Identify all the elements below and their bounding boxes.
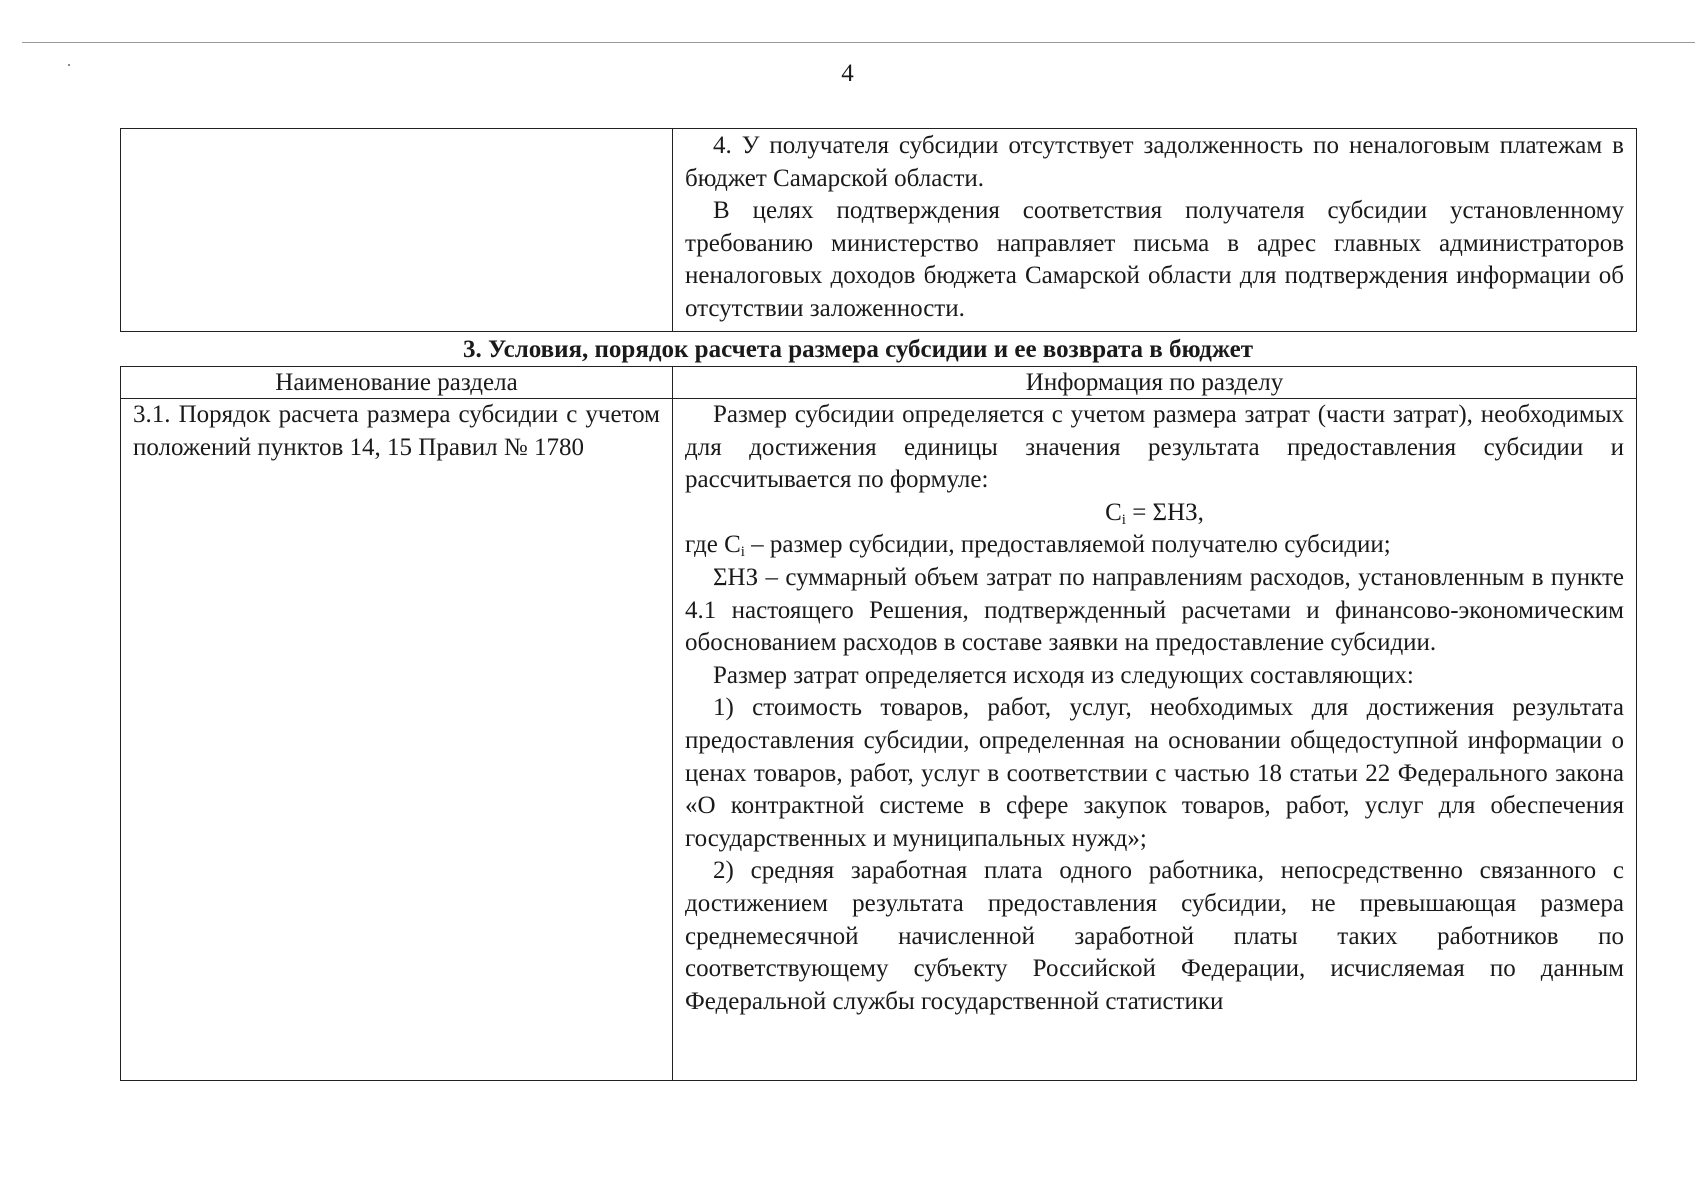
sum-definition: ΣНЗ – суммарный объем затрат по направлениям расходов, установленным в пункте 4.1 настоящего Решения, подтвержденный расчетами и финансово-экономическим обоснованием расходов в составе заявки на предоставление субсидии.	[685, 563, 1624, 657]
components-intro: Размер затрат определяется исходя из следующих составляющих:	[713, 661, 1414, 689]
section-name-cell	[121, 399, 673, 1081]
formula-subscript: i	[1121, 511, 1126, 528]
top-rule	[22, 42, 1695, 43]
section-name-text: 3.1. Порядок расчета размера субсидии с учетом положений пунктов 14, 15 Правил № 1780	[133, 401, 660, 461]
paragraph-verification: В целях подтверждения соответствия получателя субсидии установленному требованию министерство направляет письма в адрес главных администраторов неналоговых доходов бюджета Самарской области для подтверждения информации об отсутствии заложенности.	[685, 197, 1624, 322]
formula-symbol: C	[1105, 498, 1122, 526]
formula	[685, 497, 1624, 530]
header-row	[121, 367, 1637, 399]
page-number: 4	[841, 60, 854, 87]
section-title: 3. Условия, порядок расчета размера субсидии и ее возврата в бюджет	[462, 336, 1254, 363]
continuation-cell	[673, 129, 1637, 332]
table-row	[121, 399, 1637, 1081]
where-prefix: где C	[685, 531, 741, 559]
continuation-table	[120, 128, 1637, 332]
column-header-section-info: Информация по разделу	[673, 367, 1637, 399]
section-table	[120, 366, 1637, 1081]
table-row	[121, 129, 1637, 332]
empty-cell	[121, 129, 673, 332]
component-item-1: 1) стоимость товаров, работ, услуг, необходимых для достижения результата предоставления субсидии, определенная на основании общедоступной информации о ценах товаров, работ, услуг в соответствии с частью 18 статьи 22 Федерального закона «О контрактной системе в сфере закупок товаров, работ, услуг для обеспечения государственных и муниципальных нужд»;	[685, 694, 1624, 852]
where-definition: – размер субсидии, предоставляемой получателю субсидии;	[744, 531, 1391, 559]
formula-expression: = ΣНЗ,	[1125, 498, 1204, 526]
paragraph-item-4: 4. У получателя субсидии отсутствует задолженность по неналоговым платежам в бюджет Самарской области.	[685, 132, 1624, 192]
formula-where	[685, 529, 1624, 562]
section-info-cell	[673, 399, 1637, 1081]
calc-intro: Размер субсидии определяется с учетом размера затрат (части затрат), необходимых для достижения единицы значения результата предоставления субсидии и рассчитывается по формуле:	[685, 401, 1624, 494]
where-subscript: i	[740, 544, 745, 561]
component-item-2: 2) средняя заработная плата одного работника, непосредственно связанного с достижением результата предоставления субсидии, не превышающая размера среднемесячной начисленной заработной платы таких работников по соответствующему субъекту Российской Федерации, исчисляемая по данным Федеральной службы государственной статистики	[685, 857, 1624, 1015]
column-header-section-name: Наименование раздела	[121, 367, 673, 399]
